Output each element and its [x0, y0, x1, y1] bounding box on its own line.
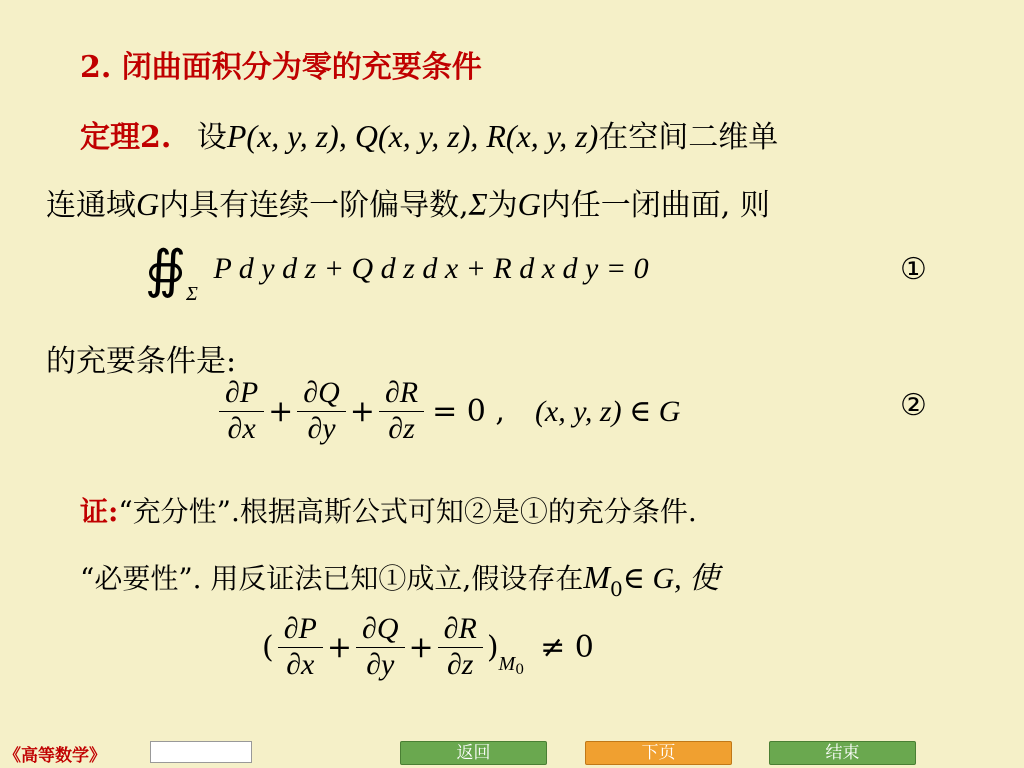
partial-fraction-q: [356, 612, 405, 682]
numerator: ∂P: [225, 376, 259, 409]
theorem-text: 在空间二维单: [598, 120, 779, 155]
equation-2: [215, 376, 680, 446]
domain-condition: (x, y, z) ∈ G: [534, 394, 681, 428]
denominator: ∂y: [366, 647, 395, 681]
plus-sign: +: [326, 629, 353, 665]
integral-subscript: Σ: [186, 283, 198, 305]
closed-surface-integral-sign: ∯: [145, 240, 187, 300]
numerator: ∂R: [384, 376, 419, 409]
book-title: 《高等数学》: [4, 746, 106, 766]
integrand: P d y d z + Q d z d x + R d x d y = 0: [213, 252, 649, 285]
partial-fraction-r: [438, 612, 483, 682]
theorem-text: 连通域: [46, 188, 136, 223]
point-subscript: M: [498, 653, 516, 675]
theorem-functions: P(x, y, z), Q(x, y, z), R(x, y, z): [226, 118, 599, 154]
theorem-text: 内任一闭曲面, 则: [540, 188, 770, 223]
denominator: ∂z: [388, 411, 415, 445]
section-heading: 2. 闭曲面积分为零的充要条件: [80, 50, 482, 85]
numerator: ∂R: [443, 612, 477, 645]
footer-white-box: [150, 741, 252, 763]
point-subscript-zero: 0: [515, 662, 525, 678]
domain-symbol: G: [136, 186, 160, 222]
plus-sign: +: [268, 393, 294, 429]
plus-sign: +: [349, 393, 375, 429]
theorem-text: 设: [196, 120, 227, 155]
denominator: ∂x: [286, 647, 315, 681]
plus-sign: +: [408, 629, 434, 665]
condition-text: 的充要条件是:: [46, 344, 237, 379]
numerator: ∂P: [283, 612, 317, 645]
next-page-button[interactable]: 下页: [585, 741, 732, 765]
equation-3: [262, 612, 594, 682]
not-equal-zero: ≠ 0: [540, 629, 594, 665]
domain-symbol: G: [517, 186, 541, 222]
open-paren: (: [262, 629, 274, 665]
equals-zero: = 0 ,: [432, 393, 505, 429]
end-button[interactable]: 结束: [769, 741, 916, 765]
numerator: ∂Q: [362, 612, 399, 645]
close-paren: ): [486, 629, 499, 665]
proof-line-2: [80, 553, 719, 601]
partial-fraction-q: [297, 376, 346, 446]
surface-symbol: Σ: [468, 186, 488, 222]
theorem-line-1: [80, 112, 778, 156]
theorem-label: 定理2.: [80, 120, 172, 155]
denominator: ∂x: [227, 411, 256, 445]
partial-fraction-p: [278, 612, 323, 682]
proof-line-1: [80, 490, 697, 530]
partial-fraction-r: [379, 376, 424, 446]
point-symbol: M: [583, 559, 610, 595]
theorem-text: 内具有连续一阶偏导数,: [159, 188, 469, 223]
proof-text: “必要性”. 用反证法已知①成立,假设存在: [80, 562, 584, 595]
equation-tag-2: ②: [900, 388, 927, 423]
denominator: ∂z: [446, 647, 474, 681]
point-subscript: 0: [610, 577, 623, 601]
back-button[interactable]: 返回: [400, 741, 547, 765]
partial-fraction-p: [219, 376, 264, 446]
proof-label: 证:: [80, 495, 119, 528]
equation-tag-1: ①: [900, 252, 927, 287]
theorem-line-2: [46, 180, 770, 224]
proof-text: “充分性”.根据高斯公式可知②是①的充分条件.: [118, 495, 697, 528]
denominator: ∂y: [307, 411, 336, 445]
proof-text: ∈ G, 使: [622, 562, 720, 595]
numerator: ∂Q: [303, 376, 340, 409]
theorem-text: 为: [487, 188, 518, 223]
equation-1: [145, 240, 649, 310]
